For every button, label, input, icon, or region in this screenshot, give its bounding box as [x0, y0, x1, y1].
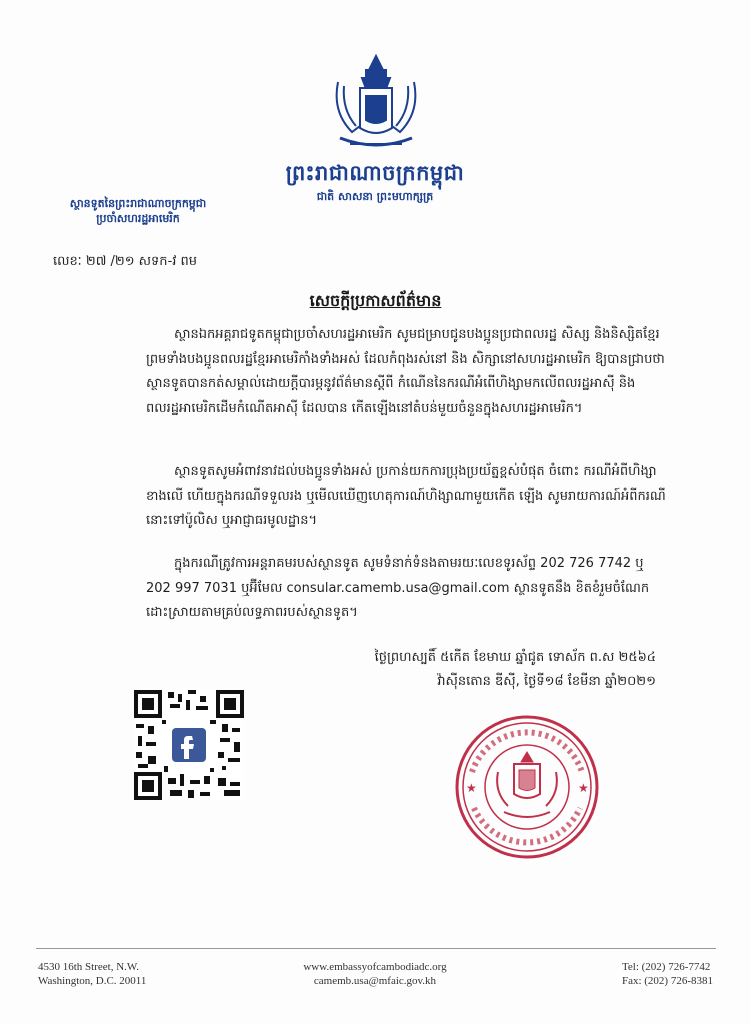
paragraph-3-text: ក្នុងករណីត្រូវការអន្តរាគមរបស់ស្ថានទូត សូមទំនាក់ទំនងតាមរយៈលេខទូរស័ព្ទ 202 726 7742 ឬ 202 997 7031 ឬអ៊ីមែល consular.camemb.usa@gmail.com ស្ថានទូតនឹង ខិតខំរួមចំណែកដោះស្រាយតាមគ្រប់លទ្ធភាពរបស់ស្ថានទូត។: [146, 556, 650, 620]
kingdom-name: ព្រះរាជាណាចក្រកម្ពុជា: [285, 161, 465, 185]
reference-number: លេខៈ ២៧ /២១ សទក-វ ពម: [53, 254, 198, 269]
fax: Fax: (202) 726-8381: [621, 975, 713, 987]
email-link[interactable]: camemb.usa@mfaic.gov.kh: [313, 975, 437, 987]
website-link[interactable]: www.embassyofcambodiadc.org: [303, 961, 447, 973]
footer-divider: [36, 948, 716, 949]
paragraph-3: [146, 552, 666, 626]
solar-date: វ៉ាស៊ីនតោន ឌីស៊ី, ថ្ងៃទី១៨ ខែមីនា ឆ្នាំ២០២១: [437, 674, 656, 689]
footer-address: [38, 960, 146, 988]
paragraph-2: [146, 460, 666, 534]
address-line-1: 4530 16th Street, N.W.: [38, 961, 140, 973]
paragraph-1: [146, 323, 666, 421]
paragraph-1-text: ស្ថានឯកអគ្គរាជទូតកម្ពុជាប្រចាំសហរដ្ឋអាមេរិក សូមជម្រាបជូនបងប្អូនប្រជាពលរដ្ឋ សិស្ស និងនិស្សិតខ្មែរ ព្រមទាំងបងប្អូនពលរដ្ឋខ្មែរអាមេរិកាំងទាំងអស់ ដែលកំពុងរស់នៅ និង សិក្សានៅសហរដ្ឋអាមេរិក ឱ្យបានជ្រាបថា ស្ថានទូតបានកត់សម្គាល់ដោយក្តីបារម្ភនូវព័ត៌មានស្តីពី កំណើននៃករណីអំពើហិង្សាមកលើពលរដ្ឋអាស៊ី និងពលរដ្ឋអាមេរិកដើមកំណើតអាស៊ី ដែលបាន កើតឡើងនៅតំបន់មួយចំនួនក្នុងសហរដ្ឋអាមេរិក។: [146, 327, 665, 416]
footer-phone: [622, 960, 713, 988]
embassy-seal-stamp-icon: [452, 712, 602, 862]
footer-contact: [250, 960, 500, 988]
svg-text:★: ★: [466, 781, 477, 795]
national-motto: ជាតិ សាសនា ព្រះមហាក្សត្រ: [316, 190, 434, 203]
royal-crest-icon: [330, 52, 422, 152]
address-line-2: Washington, D.C. 20011: [38, 975, 147, 987]
svg-text:★: ★: [578, 781, 589, 795]
telephone: Tel: (202) 726-7742: [621, 961, 711, 973]
qr-code-icon: [134, 690, 244, 800]
embassy-header: [48, 196, 228, 226]
lunar-date: ថ្ងៃព្រហស្បតិ៍ ៥កើត ខែមាឃ ឆ្នាំជូត ទោស័ក ព.ស ២៥៦៤: [374, 650, 656, 665]
embassy-name: ស្ថានទូតនៃព្រះរាជាណាចក្រកម្ពុជា: [69, 197, 207, 210]
embassy-subtitle: ប្រចាំសហរដ្ឋអាមេរិក: [96, 212, 180, 225]
paragraph-2-text: ស្ថានទូតសូមអំពាវនាវដល់បងប្អូនទាំងអស់ ប្រកាន់យកការប្រុងប្រយ័ត្នខ្ពស់បំផុត ចំពោះ ករណីអំពីហិង្សាខាងលើ ហើយក្នុងករណីទទួលរង ឬមើលឃើញហេតុការណ៍ហិង្សាណាមួយកើត ឡើង សូមរាយការណ៍អំពីករណីនោះទៅប៉ូលិស ឬអាជ្ញាធរមូលដ្ឋាន។: [146, 464, 666, 528]
document-title: សេចក្តីប្រកាសព័ត៌មាន: [309, 291, 442, 310]
